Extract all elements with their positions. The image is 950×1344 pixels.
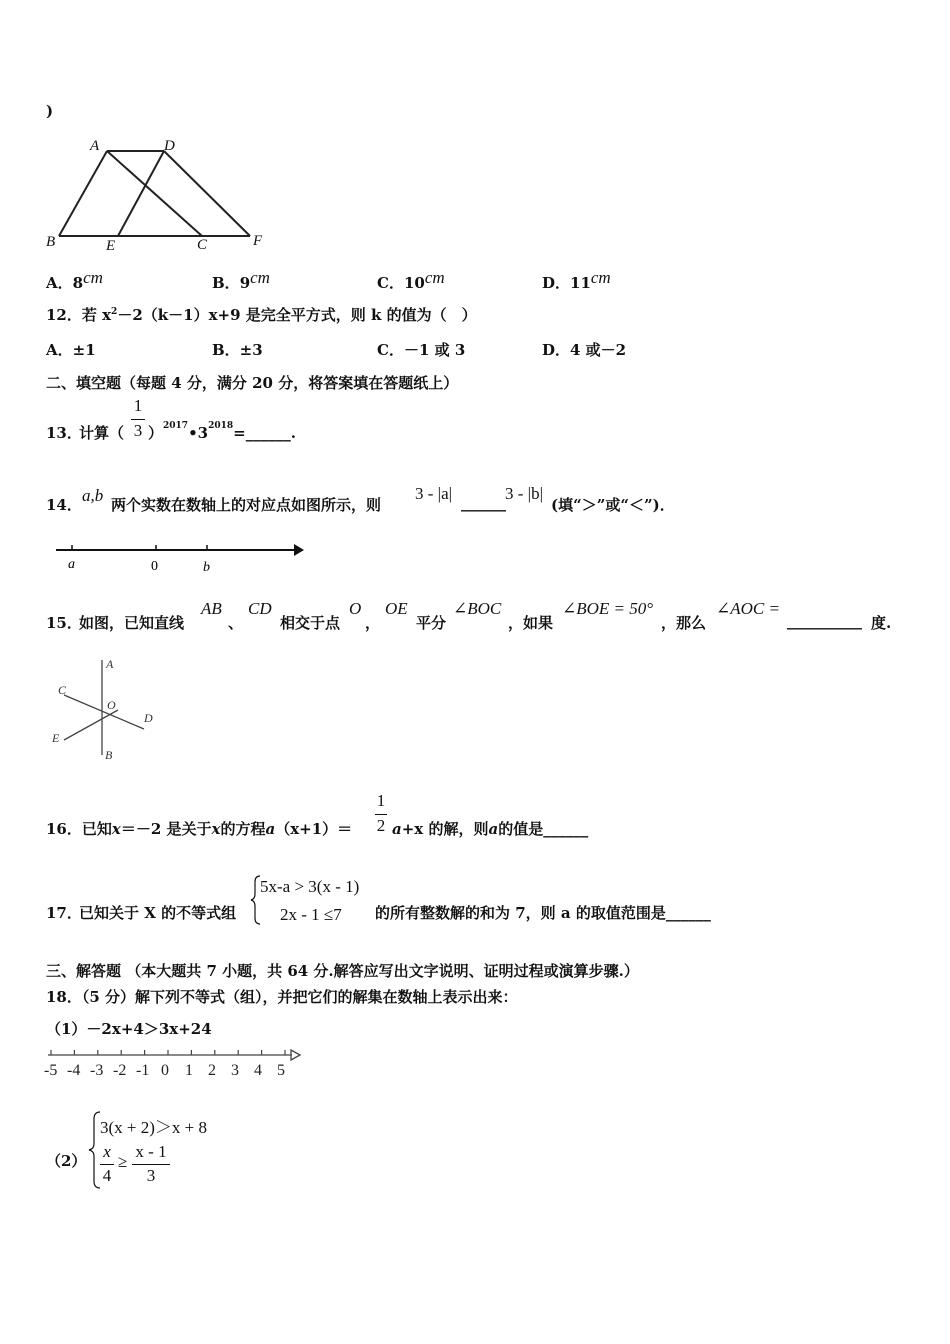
label-c: C bbox=[197, 237, 208, 253]
q11-trapezoid-figure bbox=[40, 134, 280, 256]
q15-text-1: 如图，已知直线 bbox=[79, 614, 185, 632]
line-cd bbox=[64, 695, 144, 729]
q14-number-line bbox=[50, 540, 312, 576]
q16-fraction-bar bbox=[375, 814, 387, 815]
q13-fraction-denominator: 3 bbox=[133, 421, 143, 440]
q18-fraction-x: x bbox=[103, 1142, 111, 1161]
label-e: E bbox=[106, 238, 116, 254]
q12-option-c[interactable]: C．－1 或 3 bbox=[377, 341, 466, 359]
q15-text-5: ，那么 bbox=[661, 614, 707, 632]
q14-expression-right: 3 - |b| bbox=[505, 484, 543, 503]
q15-text-2: 相交于点 bbox=[280, 614, 341, 632]
tick-label: 3 bbox=[231, 1062, 239, 1078]
q18-number-line bbox=[42, 1044, 308, 1078]
tick-label: -2 bbox=[113, 1062, 127, 1078]
q12-option-b[interactable]: B．±3 bbox=[212, 341, 263, 359]
q15-comma: ， bbox=[365, 614, 381, 632]
axis-label-zero: 0 bbox=[151, 559, 158, 574]
tick-label: 0 bbox=[161, 1062, 169, 1078]
q16-fraction-numerator: 1 bbox=[376, 791, 386, 810]
q15-condition: ∠BOE = 50° bbox=[562, 599, 654, 618]
axis-label-a: a bbox=[68, 557, 75, 572]
q18-fraction-numerator: x - 1 bbox=[135, 1142, 167, 1161]
q12-option-a[interactable]: A．±1 bbox=[46, 341, 96, 359]
q18-fraction-denominator: 3 bbox=[146, 1166, 156, 1185]
q18-ge-sign: ≥ bbox=[118, 1152, 128, 1171]
label-f: F bbox=[253, 233, 263, 249]
segment-df bbox=[164, 151, 250, 236]
q17-inequality-2: 2x - 1 ≤7 bbox=[280, 905, 342, 924]
q14-text: 两个实数在数轴上的对应点如图所示，则 bbox=[111, 496, 382, 514]
label-d: D bbox=[144, 711, 153, 725]
q18-part-2-label: （2） bbox=[46, 1152, 87, 1170]
ray-oe bbox=[64, 710, 118, 740]
q18-heading: 18．（5 分）解下列不等式（组），并把它们的解集在数轴上表示出来： bbox=[46, 988, 518, 1006]
q15-unit: 度. bbox=[871, 614, 892, 632]
q15-text-4: ，如果 bbox=[508, 614, 554, 632]
q17-number: 17． bbox=[46, 904, 82, 922]
q13-prefix: 计算（ bbox=[79, 424, 125, 442]
q14-answer-blank[interactable]: ______ bbox=[461, 494, 506, 512]
tick-label: 1 bbox=[185, 1062, 193, 1078]
q18-fraction-bar-right bbox=[132, 1164, 170, 1165]
q14-fill-hint: (填“＞”或“＜”)． bbox=[551, 496, 675, 514]
q15-angle-aoc: ∠AOC = bbox=[716, 599, 780, 618]
section-solve-heading: 三、解答题 （本大题共 7 小题，共 64 分.解答应写出文字说明、证明过程或演算步骤.） bbox=[46, 962, 639, 980]
tick-label: -5 bbox=[44, 1062, 58, 1078]
q13-fraction-bar bbox=[131, 419, 145, 420]
q16-question-tail: a+x 的解，则a的值是______ bbox=[392, 820, 589, 838]
q11-option-d[interactable]: D．11cm bbox=[542, 268, 611, 292]
tick-label: 2 bbox=[208, 1062, 216, 1078]
section-fill-in-heading: 二、填空题（每题 4 分，满分 20 分，将答案填在答题纸上） bbox=[46, 374, 459, 392]
label-a: A bbox=[90, 138, 100, 154]
label-b: B bbox=[105, 748, 113, 762]
segment-ab bbox=[59, 151, 107, 236]
q15-line-cd: CD bbox=[248, 599, 272, 618]
previous-question-tail: ) bbox=[46, 102, 54, 120]
q16-question: 16．已知x＝－2 是关于x的方程a（x+1）＝ bbox=[46, 820, 353, 838]
q15-answer-blank[interactable]: __________ bbox=[787, 612, 862, 630]
q11-option-a[interactable]: A．8cm bbox=[46, 268, 103, 292]
label-b: B bbox=[46, 234, 56, 250]
axis-label-b: b bbox=[203, 560, 210, 575]
tick-label: -4 bbox=[67, 1062, 81, 1078]
q15-intersecting-lines-figure bbox=[44, 655, 170, 767]
q15-point-o: O bbox=[349, 599, 362, 618]
q13-expression-tail: ）$^{2017}•3^{2018}=\_\_\_\_\_\_$. bbox=[148, 421, 296, 442]
segment-de bbox=[118, 151, 164, 236]
label-c: C bbox=[58, 683, 67, 697]
arrow-right-icon bbox=[294, 544, 304, 556]
q14-number: 14． bbox=[46, 496, 82, 514]
q18-fraction-bar-left bbox=[100, 1164, 114, 1165]
q17-text-2: 的所有整数解的和为 7，则 a 的取值范围是______ bbox=[375, 904, 711, 922]
q17-inequality-1: 5x-a > 3(x - 1) bbox=[260, 877, 360, 896]
q15-separator: 、 bbox=[228, 614, 244, 632]
q11-option-c[interactable]: C．10cm bbox=[377, 268, 445, 292]
label-o: O bbox=[107, 698, 116, 712]
q11-option-b[interactable]: B．9cm bbox=[212, 268, 270, 292]
q18-part-1: （1）－2x+4＞3x+24 bbox=[46, 1020, 212, 1038]
label-a: A bbox=[106, 657, 114, 671]
q15-ray-oe: OE bbox=[385, 599, 408, 618]
q15-text-3: 平分 bbox=[416, 614, 447, 632]
q12-option-d[interactable]: D．4 或－2 bbox=[542, 341, 627, 359]
tick-label: 5 bbox=[277, 1062, 285, 1078]
q13-number: 13． bbox=[46, 424, 82, 442]
label-e: E bbox=[52, 731, 60, 745]
q12-question: 12．若 $x^2-2(k-1)x+9$ 是完全平方式，则 k 的值为（ ） bbox=[46, 306, 477, 324]
q18-fraction-4: 4 bbox=[102, 1166, 112, 1185]
q13-fraction-numerator: 1 bbox=[133, 396, 143, 415]
q18-system-line-1: 3(x + 2)＞x + 8 bbox=[100, 1118, 207, 1137]
q15-number: 15． bbox=[46, 614, 82, 632]
tick-label: -3 bbox=[90, 1062, 104, 1078]
tick-label: 4 bbox=[254, 1062, 262, 1078]
q14-expression-left: 3 - |a| bbox=[415, 484, 453, 503]
arrow-right-icon bbox=[291, 1050, 300, 1060]
q14-vars: a,b bbox=[82, 486, 104, 505]
segment-ac bbox=[107, 151, 202, 236]
q17-text-1: 已知关于 X 的不等式组 bbox=[79, 904, 237, 922]
label-d: D bbox=[164, 138, 175, 154]
tick-label: -1 bbox=[136, 1062, 150, 1078]
q15-line-ab: AB bbox=[201, 599, 222, 618]
q16-fraction-denominator: 2 bbox=[376, 816, 386, 835]
q15-angle-boc: ∠BOC bbox=[453, 599, 502, 618]
